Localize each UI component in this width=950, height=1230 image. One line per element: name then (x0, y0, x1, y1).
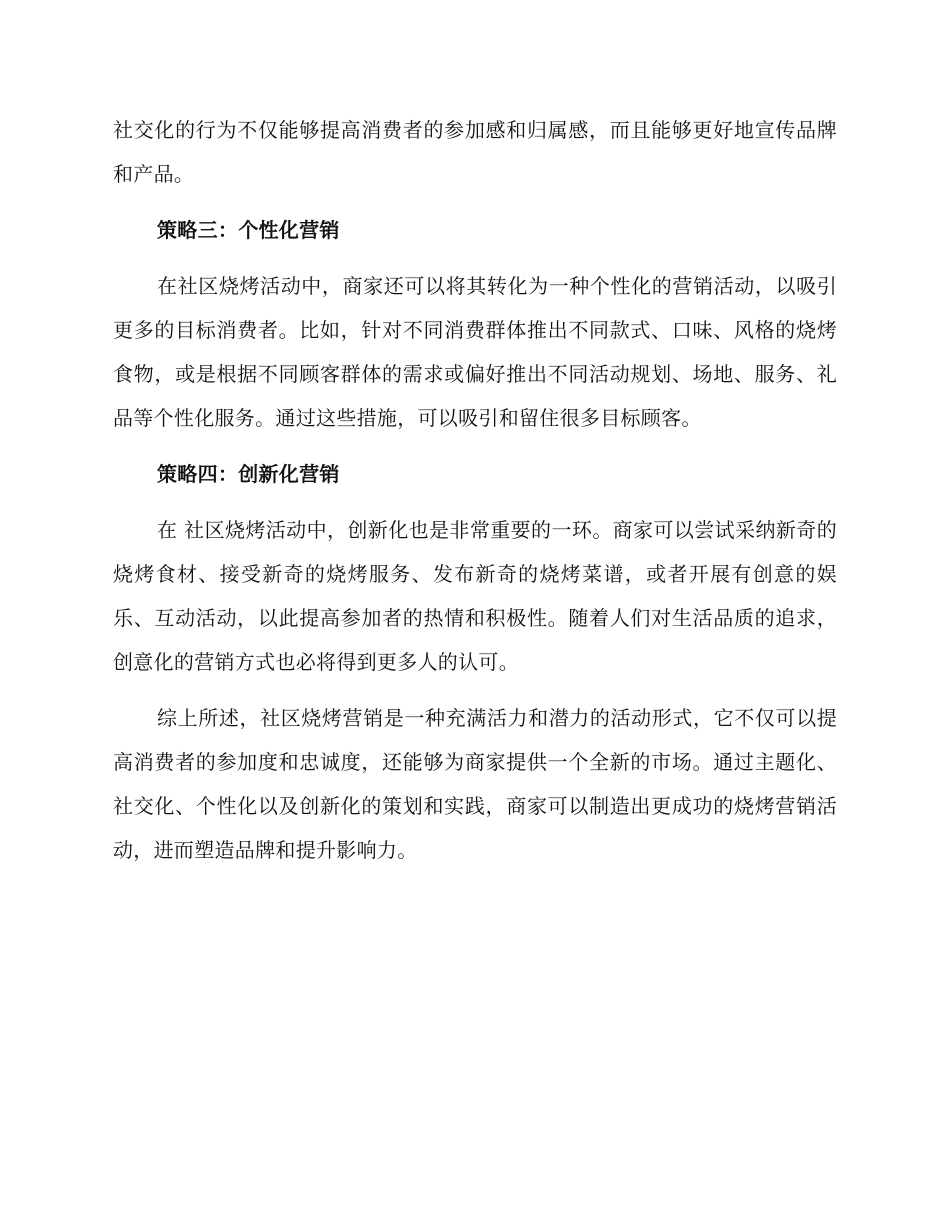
spacer (113, 496, 837, 508)
heading-strategy-three: 策略三：个性化营销 (157, 218, 340, 242)
spacer (113, 252, 837, 264)
paragraph-conclusion: 综上所述，社区烧烤营销是一种充满活力和潜力的活动形式，它不仅可以提高消费者的参加度和忠诚度，还能够为商家提供一个全新的市场。通过主题化、社交化、个性化以及创新化的策划和实践，商家可以制造出更成功的烧烤营销活动，进而塑造品牌和提升影响力。 (113, 706, 837, 862)
spacer (113, 684, 837, 696)
paragraph-social: 社交化的行为不仅能够提高消费者的参加感和归属感，而且能够更好地宣传品牌和产品。 (113, 118, 837, 186)
heading-strategy-four: 策略四：创新化营销 (157, 462, 340, 486)
paragraph-innovation: 在 社区烧烤活动中，创新化也是非常重要的一环。商家可以尝试采纳新奇的烧烤食材、接受新奇的烧烤服务、发布新奇的烧烤菜谱，或者开展有创意的娱乐、互动活动，以此提高参加者的热情和积极性。随着人们对生活品质的追求，创意化的营销方式也必将得到更多人的认可。 (113, 518, 837, 674)
document-body (113, 108, 837, 872)
spacer (113, 440, 837, 452)
spacer (113, 196, 837, 208)
paragraph-personalized: 在社区烧烤活动中，商家还可以将其转化为一种个性化的营销活动，以吸引更多的目标消费者。比如，针对不同消费群体推出不同款式、口味、风格的烧烤食物，或是根据不同顾客群体的需求或偏好推出不同活动规划、场地、服务、礼品等个性化服务。通过这些措施，可以吸引和留住很多目标顾客。 (113, 274, 837, 430)
